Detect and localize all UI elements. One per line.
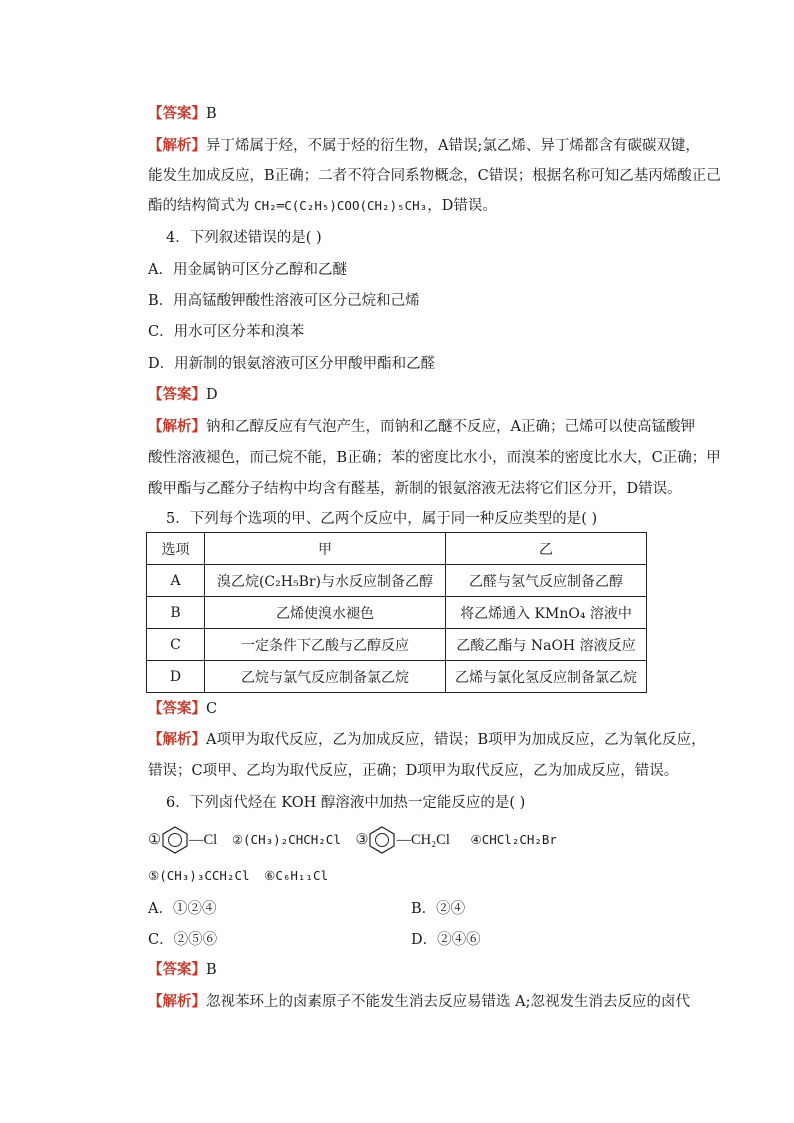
compound-1-number: ① — [148, 832, 161, 848]
analysis-text: ，D错误。 — [427, 198, 497, 214]
q6-option-b: B．②④ — [411, 901, 466, 917]
table-header-row — [147, 533, 647, 565]
q4-analysis-line-2: 酸性溶液褪色，而己烷不能，B正确；苯的密度比水小，而溴苯的密度比水大，C正确；甲 — [148, 450, 721, 466]
q6-option-a: A．①②④ — [148, 901, 217, 917]
answer-tag: 【答案】 — [148, 105, 206, 122]
table-row — [147, 629, 647, 661]
q6-option-d: D．②④⑥ — [411, 932, 481, 948]
analysis-text: 酯的结构简式为 — [148, 198, 255, 214]
compound-5: ⑤(CH₃)₃CCH₂Cl — [148, 868, 250, 883]
table-cell: 乙烯与氯化氢反应制备氯乙烷 — [446, 661, 647, 693]
answer-value: B — [206, 106, 217, 122]
table-cell: C — [147, 629, 205, 661]
q3-analysis-line-3 — [148, 196, 497, 216]
table-header-cell: 甲 — [205, 533, 446, 565]
q6-analysis-line-1 — [148, 992, 690, 1012]
q6-answer — [148, 960, 217, 980]
q5-answer — [148, 699, 217, 719]
analysis-text: 钠和乙醇反应有气泡产生，而钠和乙醚不反应，A正确；己烯可以使高锰酸钾 — [206, 419, 695, 435]
q6-stem: 6．下列卤代烃在 KOH 醇溶液中加热一定能反应的是( ) — [166, 795, 526, 811]
q5-reaction-table — [146, 532, 647, 693]
analysis-tag: 【解析】 — [148, 137, 206, 154]
benzene-ring-icon — [368, 825, 396, 855]
table-cell: 将乙烯通入 KMnO₄ 溶液中 — [446, 597, 647, 629]
compound-3-substituent: —CH₂Cl — [396, 832, 450, 848]
answer-tag: 【答案】 — [148, 961, 206, 978]
q5-analysis-line-2: 错误；C项甲、乙均为取代反应，正确；D项甲为取代反应，乙为加成反应，错误。 — [148, 763, 679, 779]
q5-analysis-line-1 — [148, 730, 706, 750]
table-header-cell: 选项 — [147, 533, 205, 565]
analysis-tag: 【解析】 — [148, 731, 206, 748]
compound-3-number: ③ — [355, 832, 369, 848]
table-cell: 乙醛与氢气反应制备乙醇 — [446, 565, 647, 597]
answer-value: C — [206, 701, 218, 717]
structure-formula: CH₂═C(C₂H₅)COO(CH₂)₅CH₃ — [254, 198, 428, 213]
q6-compounds-row-2 — [148, 866, 328, 886]
table-cell: A — [147, 565, 205, 597]
analysis-text: 忽视苯环上的卤素原子不能发生消去反应易错选 A;忽视发生消去反应的卤代 — [206, 994, 690, 1010]
answer-tag: 【答案】 — [148, 700, 206, 717]
table-cell: 乙酸乙酯与 NaOH 溶液反应 — [446, 629, 647, 661]
analysis-tag: 【解析】 — [148, 993, 206, 1010]
table-header-cell: 乙 — [446, 533, 647, 565]
q3-analysis-line-2: 能发生加成反应，B正确；二者不符合同系物概念，C错误；根据名称可知乙基丙烯酸正己 — [148, 168, 721, 184]
table-cell: 乙烯使溴水褪色 — [205, 597, 446, 629]
compound-4: ④CHCl₂CH₂Br — [470, 832, 557, 847]
table-row — [147, 661, 647, 693]
table-cell: D — [147, 661, 205, 693]
analysis-text: A项甲为取代反应，乙为加成反应，错误；B项甲为加成反应，乙为氧化反应， — [206, 732, 706, 748]
q4-option-b: B．用高锰酸钾酸性溶液可区分己烷和己烯 — [148, 293, 420, 309]
answer-tag: 【答案】 — [148, 386, 206, 403]
analysis-tag: 【解析】 — [148, 418, 206, 435]
q3-analysis-line-1 — [148, 136, 700, 156]
q4-analysis-line-1 — [148, 417, 695, 437]
q5-stem: 5．下列每个选项的甲、乙两个反应中，属于同一种反应类型的是( ) — [166, 511, 598, 527]
table-cell: 乙烷与氯气反应制备氯乙烷 — [205, 661, 446, 693]
q4-analysis-line-3: 酸甲酯与乙醛分子结构中均含有醛基，新制的银氨溶液无法将它们区分开，D错误。 — [148, 481, 682, 497]
compound-6: ⑥C₆H₁₁Cl — [264, 868, 329, 883]
answer-value: B — [206, 962, 217, 978]
q6-option-c: C．②⑤⑥ — [148, 932, 218, 948]
q4-option-a: A．用金属钠可区分乙醇和乙醚 — [148, 262, 347, 278]
table-row — [147, 597, 647, 629]
answer-value: D — [206, 387, 218, 403]
q4-answer — [148, 385, 218, 405]
q4-option-c: C．用水可区分苯和溴苯 — [148, 324, 305, 340]
compound-1-substituent: —Cl — [189, 832, 218, 848]
benzene-ring-icon — [161, 825, 189, 855]
analysis-text: 异丁烯属于烃，不属于烃的衍生物，A错误;氯乙烯、异丁烯都含有碳碳双键， — [206, 138, 700, 154]
q4-stem: 4．下列叙述错误的是( ) — [166, 230, 322, 246]
table-row — [147, 565, 647, 597]
compound-2: ②(CH₃)₂CHCH₂Cl — [231, 832, 341, 847]
q6-compounds-row-1 — [148, 822, 557, 858]
table-cell: 一定条件下乙酸与乙醇反应 — [205, 629, 446, 661]
q4-option-d: D．用新制的银氨溶液可区分甲酸甲酯和乙醛 — [148, 356, 436, 372]
table-cell: B — [147, 597, 205, 629]
q3-answer — [148, 104, 217, 124]
table-cell: 溴乙烷(C₂H₅Br)与水反应制备乙醇 — [205, 565, 446, 597]
